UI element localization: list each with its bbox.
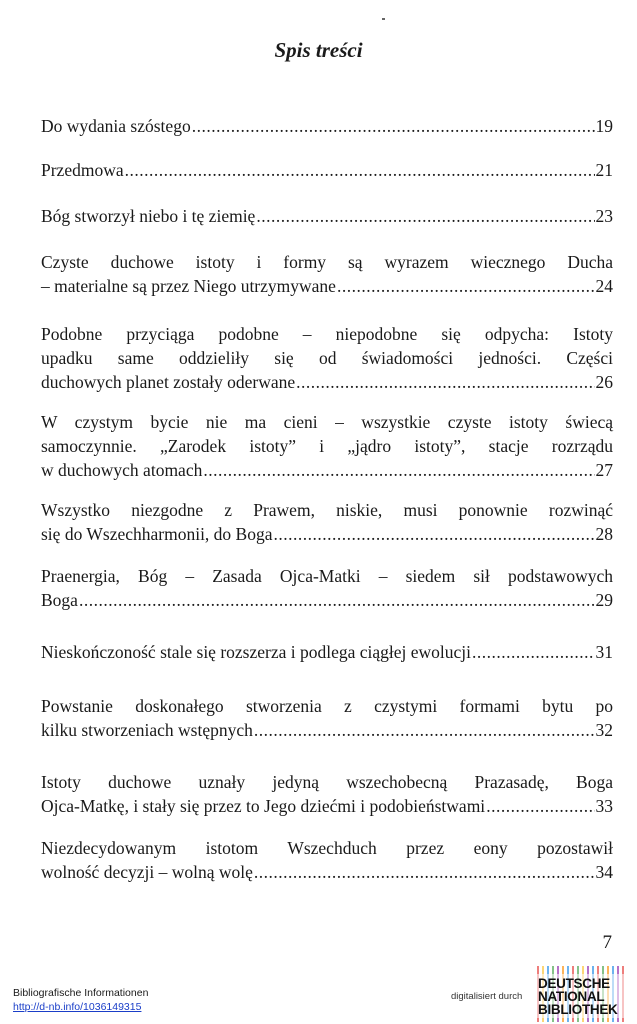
toc-entry[interactable]: [41, 114, 613, 138]
toc-entry-last-line: [41, 158, 613, 182]
dnb-logo-line-1: DEUTSCHE: [538, 976, 610, 991]
dot-leader: [125, 158, 595, 182]
toc-entry-page: 31: [595, 642, 613, 662]
dot-leader: [472, 640, 594, 664]
scan-speck: [382, 18, 385, 20]
biblio-link[interactable]: http://d-nb.info/1036149315: [13, 1001, 142, 1013]
toc-entry-page: 33: [595, 796, 613, 816]
toc-entry-line: samoczynnie. „Zarodek istoty” i „jądro istoty”, stacje rozrządu: [41, 436, 613, 456]
toc-entry-last-line: [41, 860, 613, 884]
toc-entry-page: 26: [595, 372, 613, 392]
toc-entry-line: Wszystko niezgodne z Prawem, niskie, musi ponownie rozwinąć: [41, 500, 613, 520]
toc-entry-last-line: [41, 588, 613, 612]
toc-entry-title: Przedmowa: [41, 160, 124, 180]
toc-entry[interactable]: [41, 410, 613, 482]
toc-entry-line: Istoty duchowe uznały jedyną wszechobecną Prazasadę, Boga: [41, 772, 613, 792]
bibliographic-info: [13, 986, 148, 1014]
toc-entry-line: upadku same oddzieliły się od świadomości jedności. Części: [41, 348, 613, 368]
dot-leader: [254, 860, 595, 884]
toc-entry-line: Praenergia, Bóg – Zasada Ojca-Matki – siedem sił podstawowych: [41, 566, 613, 586]
toc-entry-title: Boga: [41, 590, 78, 610]
toc-entry-title: Do wydania szóstego: [41, 116, 191, 136]
toc-entry[interactable]: [41, 158, 613, 182]
toc-entry[interactable]: [41, 694, 613, 742]
toc-entry-page: 28: [595, 524, 613, 544]
dot-leader: [203, 458, 594, 482]
toc-entry-page: 24: [595, 276, 613, 296]
toc-entry-last-line: [41, 114, 613, 138]
dot-leader: [296, 370, 594, 394]
toc-entry-line: Podobne przyciąga podobne – niepodobne się odpycha: Istoty: [41, 324, 613, 344]
toc-entry-page: 19: [595, 116, 613, 136]
toc-entry-title: w duchowych atomach: [41, 460, 203, 480]
toc-entry[interactable]: [41, 250, 613, 298]
dot-leader: [254, 718, 595, 742]
toc-entry-line: Czyste duchowe istoty i formy są wyrazem wiecznego Ducha: [41, 252, 613, 272]
dot-leader: [337, 274, 595, 298]
toc-entry[interactable]: [41, 770, 613, 818]
dnb-logo-line-3: BIBLIOTHEK: [538, 1002, 618, 1017]
dot-leader: [274, 522, 595, 546]
dot-leader: [79, 588, 595, 612]
dot-leader: [486, 794, 594, 818]
page-title: Spis treści: [274, 38, 363, 62]
toc-entry-title: Ojca-Matkę, i stały się przez to Jego dziećmi i podobieństwami: [41, 796, 486, 816]
toc-entry-line: Niezdecydowanym istotom Wszechduch przez eony pozostawił: [41, 838, 613, 858]
toc-entry-title: kilku stworzeniach wstępnych: [41, 720, 253, 740]
toc-entry-last-line: [41, 204, 613, 228]
digitized-by-text: digitalisiert durch: [451, 991, 523, 1002]
toc-entry[interactable]: [41, 564, 613, 612]
dnb-logo-line-2: NATIONAL: [538, 989, 605, 1004]
toc-entry-page: 29: [595, 590, 613, 610]
page-number: 7: [602, 932, 612, 953]
toc-entry-line: W czystym bycie nie ma cieni – wszystkie czyste istoty świecą: [41, 412, 613, 432]
toc-entry[interactable]: [41, 498, 613, 546]
toc-entry-last-line: [41, 718, 613, 742]
toc-entry-last-line: [41, 458, 613, 482]
toc-entry-page: 27: [595, 460, 613, 480]
toc-entry-title: się do Wszechharmonii, do Boga: [41, 524, 273, 544]
toc-entry-last-line: [41, 274, 613, 298]
toc-entry-page: 21: [595, 160, 613, 180]
toc-entry-line: Powstanie doskonałego stworzenia z czystymi formami bytu po: [41, 696, 613, 716]
toc-entry[interactable]: [41, 640, 613, 664]
toc-entry-title: – materialne są przez Niego utrzymywane: [41, 276, 336, 296]
toc-entry-title: Bóg stworzył niebo i tę ziemię: [41, 206, 256, 226]
biblio-label: Bibliografische Informationen: [13, 987, 149, 999]
toc-entry-title: wolność decyzji – wolną wolę: [41, 862, 253, 882]
toc-entry-last-line: [41, 794, 613, 818]
dot-leader: [256, 204, 594, 228]
dnb-logo[interactable]: [535, 966, 627, 1022]
toc-entry-last-line: [41, 370, 613, 394]
toc-entry-page: 34: [595, 862, 613, 882]
toc-entry-page: 32: [595, 720, 613, 740]
dot-leader: [192, 114, 595, 138]
toc-entry-last-line: [41, 522, 613, 546]
toc-entry-page: 23: [595, 206, 613, 226]
toc-entry-title: Nieskończoność stale się rozszerza i podlega ciągłej ewolucji: [41, 642, 472, 662]
toc-entry-last-line: [41, 640, 613, 664]
toc-entry[interactable]: [41, 204, 613, 228]
toc-entry-title: duchowych planet zostały oderwane: [41, 372, 296, 392]
toc-entry[interactable]: [41, 836, 613, 884]
toc-entry[interactable]: [41, 322, 613, 394]
